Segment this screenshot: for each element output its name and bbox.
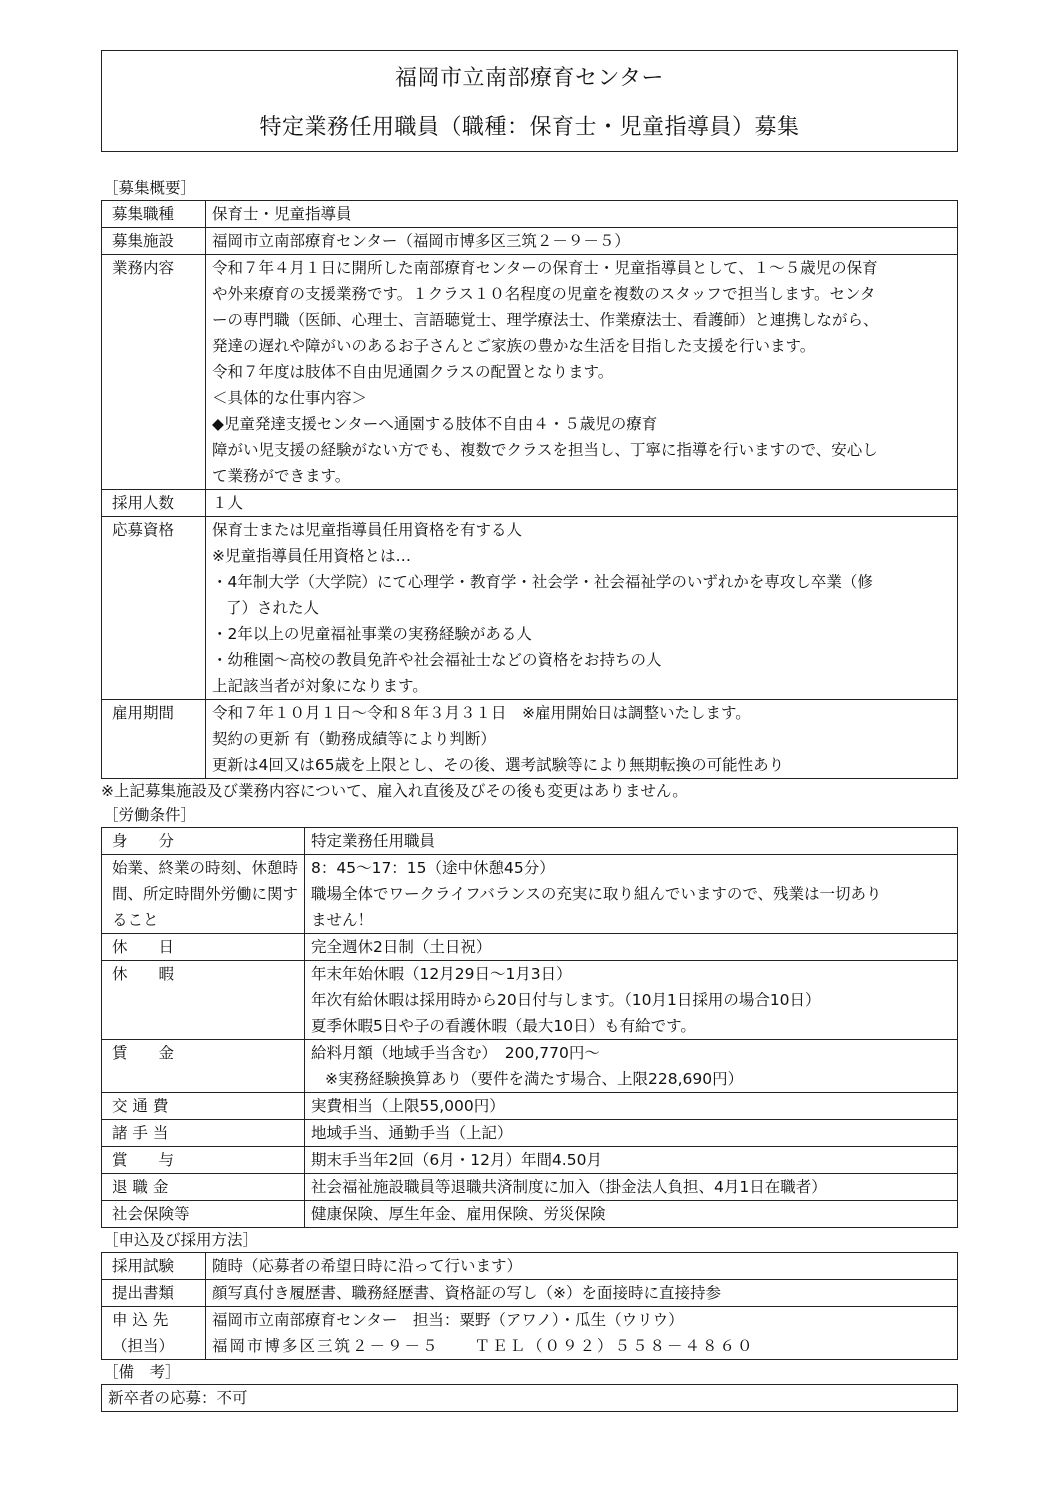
row-value: 特定業務任用職員 <box>305 828 958 855</box>
row-label: 賃 金 <box>102 1040 305 1093</box>
table-row <box>102 961 958 1040</box>
row-label: 諸 手 当 <box>102 1120 305 1147</box>
section-header-remarks: ［備 考］ <box>103 1363 181 1381</box>
row-value: 随時（応募者の希望日時に沿って行います） <box>206 1253 958 1280</box>
row-value: 地域手当、通勤手当（上記） <box>305 1120 958 1147</box>
row-value: 社会福祉施設職員等退職共済制度に加入（掛金法人負担、4月1日在職者） <box>305 1174 958 1201</box>
overview-note: ※上記募集施設及び業務内容について、雇入れ直後及びその後も変更はありません。 <box>101 782 688 800</box>
section-header-conditions: ［労働条件］ <box>103 806 197 824</box>
overview-table <box>101 200 958 779</box>
document-page <box>101 50 958 1412</box>
table-row <box>102 228 958 255</box>
table-row <box>102 1201 958 1228</box>
table-row <box>102 828 958 855</box>
table-row <box>102 1174 958 1201</box>
row-label: 提出書類 <box>102 1280 206 1307</box>
section-header-overview: ［募集概要］ <box>103 179 197 197</box>
table-row <box>102 490 958 517</box>
conditions-table <box>101 827 958 1228</box>
row-value: １人 <box>206 490 958 517</box>
row-value: 令和７年１０月１日～令和８年３月３１日 ※雇用開始日は調整いたします。 契約の更新 有（勤務成績等により判断） 更新は4回又は65歳を上限とし、その後、選考試験等により無期転換の可能性あり <box>206 700 958 779</box>
table-row <box>102 855 958 934</box>
table-row <box>102 1307 958 1360</box>
row-label: 交 通 費 <box>102 1093 305 1120</box>
row-value: 福岡市立南部療育センター（福岡市博多区三筑２－９－５） <box>206 228 958 255</box>
section-header-application: ［申込及び採用方法］ <box>103 1231 259 1249</box>
row-value: 令和７年４月１日に開所した南部療育センターの保育士・児童指導員として、１～５歳児の保育 や外来療育の支援業務です。１クラス１０名程度の児童を複数のスタッフで担当します。センタ ーの専門職（医師、心理士、言語聴覚士、理学療法士、作業療法士、看護師）と連携しながら、 発達の遅れや障がいのあるお子さんとご家族の豊かな生活を目指した支援を行います。 令和７年度は肢体不自由児通園クラスの配置となります。 ＜具体的な仕事内容＞ ◆児童発達支援センターへ通園する肢体不自由４・５歳児の療育 障がい児支援の経験がない方でも、複数でクラスを担当し、丁寧に指導を行いますので、安心し て業務ができます。 <box>206 255 958 490</box>
title-box <box>101 50 958 152</box>
table-row <box>102 517 958 700</box>
row-value: 実費相当（上限55,000円） <box>305 1093 958 1120</box>
row-label: 応募資格 <box>102 517 206 700</box>
row-label: 賞 与 <box>102 1147 305 1174</box>
row-label: 募集施設 <box>102 228 206 255</box>
row-label: 退 職 金 <box>102 1174 305 1201</box>
row-value: 8：45～17：15（途中休憩45分） 職場全体でワークライフバランスの充実に取り組んでいますので、残業は一切あり ません！ <box>305 855 958 934</box>
table-row <box>102 1040 958 1093</box>
row-label: 申 込 先 （担当） <box>102 1307 206 1360</box>
remarks-table <box>101 1384 958 1412</box>
application-table <box>101 1252 958 1360</box>
row-label: 業務内容 <box>102 255 206 490</box>
row-value: 福岡市立南部療育センター 担当：粟野（アワノ）・瓜生（ウリウ） 福岡市博多区三筑２－９－５ ＴＥＬ（０９２）５５８－４８６０ <box>206 1307 958 1360</box>
remarks-value: 新卒者の応募：不可 <box>102 1385 958 1412</box>
row-label: 採用人数 <box>102 490 206 517</box>
row-label: 募集職種 <box>102 201 206 228</box>
row-value: 顔写真付き履歴書、職務経歴書、資格証の写し（※）を面接時に直接持参 <box>206 1280 958 1307</box>
table-row <box>102 1253 958 1280</box>
row-value: 保育士・児童指導員 <box>206 201 958 228</box>
title-line-2: 特定業務任用職員（職種：保育士・児童指導員）募集 <box>259 115 800 140</box>
row-value: 年末年始休暇（12月29日～1月3日） 年次有給休暇は採用時から20日付与します。（10月1日採用の場合10日） 夏季休暇5日や子の看護休暇（最大10日）も有給です。 <box>305 961 958 1040</box>
row-label: 休 日 <box>102 934 305 961</box>
row-label: 休 暇 <box>102 961 305 1040</box>
row-label: 採用試験 <box>102 1253 206 1280</box>
table-row <box>102 1147 958 1174</box>
row-label: 始業、終業の時刻、休憩時間、所定時間外労働に関すること <box>102 855 305 934</box>
row-label: 雇用期間 <box>102 700 206 779</box>
title-line-1: 福岡市立南部療育センター <box>394 66 665 91</box>
table-row <box>102 201 958 228</box>
row-label: 社会保険等 <box>102 1201 305 1228</box>
row-value: 給料月額（地域手当含む） 200,770円～ ※実務経験換算あり（要件を満たす場合、上限228,690円） <box>305 1040 958 1093</box>
table-row <box>102 1093 958 1120</box>
row-value: 期末手当年2回（6月・12月）年間4.50月 <box>305 1147 958 1174</box>
row-value: 健康保険、厚生年金、雇用保険、労災保険 <box>305 1201 958 1228</box>
table-row <box>102 1280 958 1307</box>
table-row <box>102 1120 958 1147</box>
table-row <box>102 934 958 961</box>
table-row <box>102 700 958 779</box>
row-label: 身 分 <box>102 828 305 855</box>
row-value: 保育士または児童指導員任用資格を有する人 ※児童指導員任用資格とは… ・4年制大学（大学院）にて心理学・教育学・社会学・社会福祉学のいずれかを専攻し卒業（修 了）された人 ・2年以上の児童福祉事業の実務経験がある人 ・幼稚園～高校の教員免許や社会福祉士などの資格をお持ちの人 上記該当者が対象になります。 <box>206 517 958 700</box>
row-value: 完全週休2日制（土日祝） <box>305 934 958 961</box>
table-row <box>102 1385 958 1412</box>
table-row <box>102 255 958 490</box>
